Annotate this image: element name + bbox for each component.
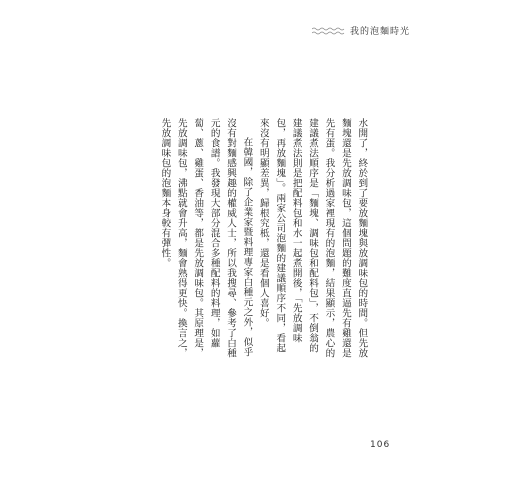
paragraph: 在韓國，除了企業家暨料理專家白種元之外，似乎沒有對麵感興趣的權威人士，所以我搜尋、參考了白種元的食譜。我發現大部分混合多種配料的料理，如蘿蔔、蔥、雞蛋、香油等，都是先放調味包。其原理是，先放調味包，沸點就會升高，麵會熟得更快。換言之，先放調味包的泡麵本身較有彈性。	[159, 118, 253, 358]
header-title: 我的泡麵時光	[349, 27, 410, 37]
wave-lines-icon	[312, 27, 346, 35]
paragraph: 水開了，終於到了要放麵塊與放調味包的時間。但先放麵塊還是先放調味包，這個問題的難度直逼先有雞還是先有蛋。我分析過家裡現有的泡麵，結果顯示，農心的建議煮法順序是「麵塊、調味包和配料包」，不倒翁的建議煮法則是把配料包和水一起煮開後，「先放調味包，再放麵塊」。兩家公司泡麵的建議順序不同，看起來沒有明顯差異，歸根究柢，還是看個人喜好。	[257, 118, 368, 358]
page-number: 106	[370, 440, 391, 450]
body-text	[156, 118, 369, 358]
running-header	[312, 24, 410, 37]
